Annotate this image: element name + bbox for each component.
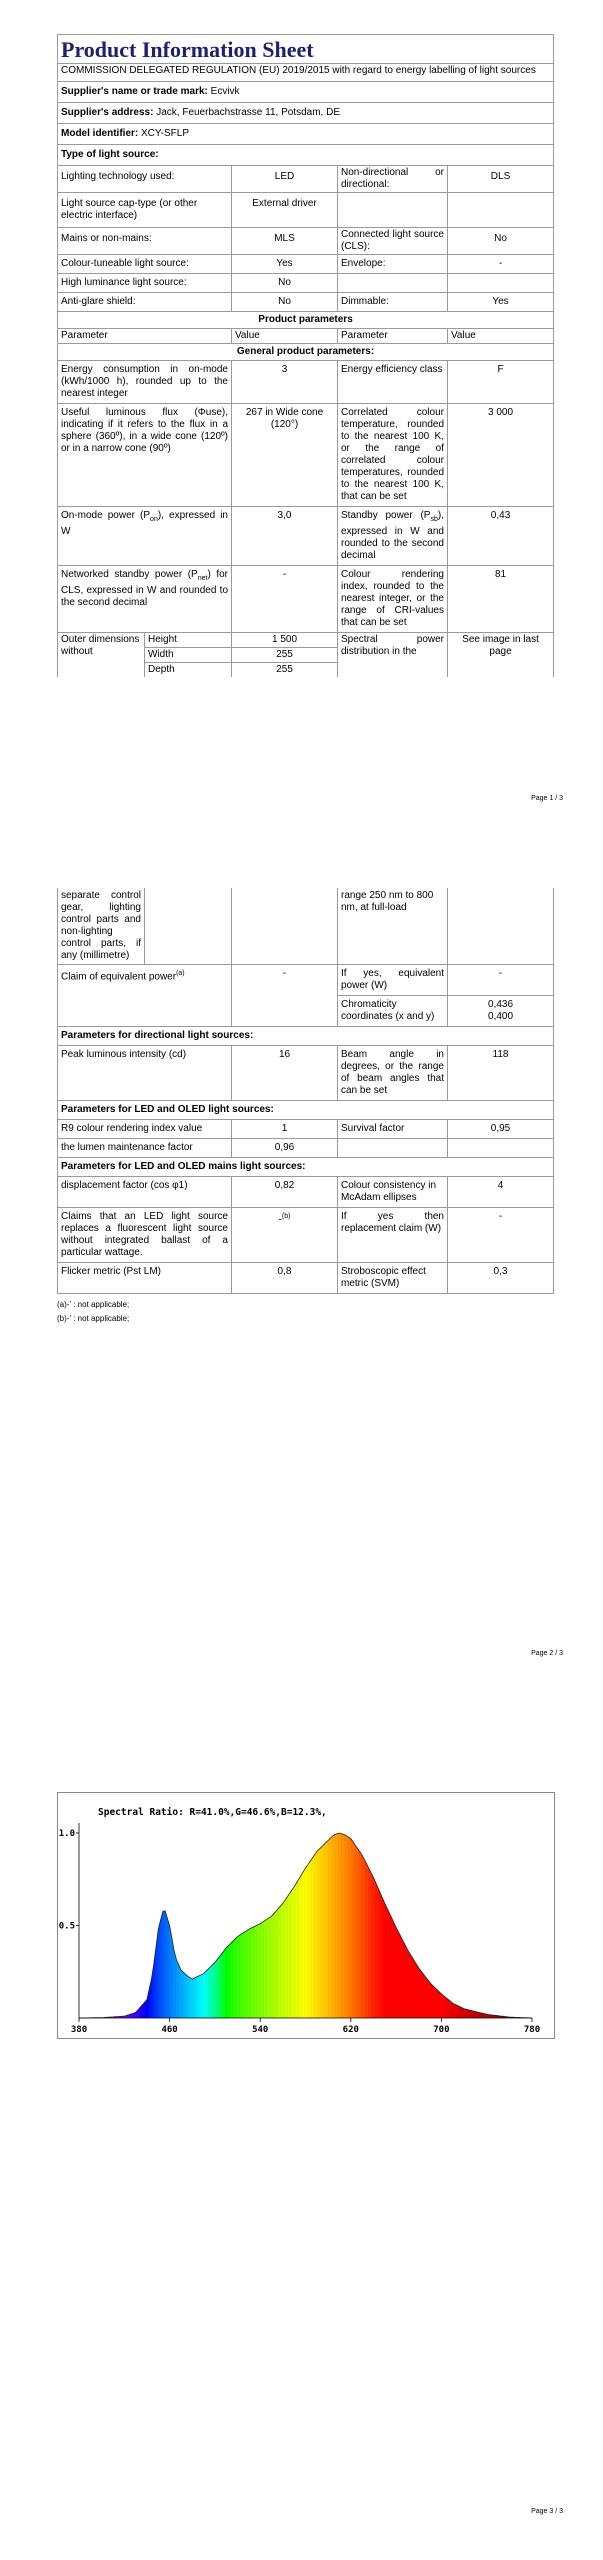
param-label: Useful luminous flux (Φuse), indicating if it refers to the flux in a sphere (360º), in a wide cone (120º) or in a narrow cone (90º) bbox=[58, 404, 232, 507]
replacement-value: - bbox=[448, 1208, 554, 1263]
type-label: Colour-tuneable light source: bbox=[58, 255, 232, 274]
model-value: XCY-SFLP bbox=[141, 128, 189, 139]
survival-label: Survival factor bbox=[338, 1120, 448, 1139]
chart-title: Spectral Ratio: R=41.0%,G=46.6%,B=12.3%, bbox=[98, 1807, 327, 1818]
survival-value: 0,95 bbox=[448, 1120, 554, 1139]
type-label: Light source cap-type (or other electric interface) bbox=[58, 193, 232, 228]
outer-dimensions-label: Outer dimensions without bbox=[58, 633, 145, 678]
param-value: 3,0 bbox=[232, 507, 338, 566]
footnote-a: (a)-' : not applicable; bbox=[57, 1300, 130, 1309]
param-value: 3 bbox=[232, 361, 338, 404]
colour-consistency-value: 4 bbox=[448, 1177, 554, 1208]
type-value: No bbox=[232, 293, 338, 312]
peak-intensity-label: Peak luminous intensity (cd) bbox=[58, 1046, 232, 1101]
chromaticity-label: Chromaticity coordinates (x and y) bbox=[338, 996, 448, 1027]
flicker-row bbox=[58, 1263, 554, 1294]
x-tick-label: 780 bbox=[523, 2025, 541, 2035]
page-number: Page 3 / 3 bbox=[531, 2508, 563, 2515]
param-label: Networked standby power $(P_{net})$ for CLS, expressed in W and rounded to the second decimal bbox=[58, 566, 232, 633]
chromaticity-y: 0,400 bbox=[487, 1011, 514, 1022]
footnote-ref-a: (a) bbox=[176, 970, 185, 977]
width-value: 255 bbox=[232, 648, 338, 663]
product-info-table bbox=[57, 34, 554, 677]
type-row bbox=[58, 228, 554, 255]
type-value-2 bbox=[448, 274, 554, 293]
general-row bbox=[58, 361, 554, 404]
type-label-2: Connected light source (CLS): bbox=[338, 228, 448, 255]
spectrum-area bbox=[79, 1833, 532, 2018]
type-label-2: Envelope: bbox=[338, 255, 448, 274]
beam-angle-label: Beam angle in degrees, or the range of beam angles that can be set bbox=[338, 1046, 448, 1101]
peak-intensity-row bbox=[58, 1046, 554, 1101]
param-value-2: 81 bbox=[448, 566, 554, 633]
equivalent-power-value: - bbox=[448, 965, 554, 996]
type-value: Yes bbox=[232, 255, 338, 274]
r9-label: R9 colour rendering index value bbox=[58, 1120, 232, 1139]
svm-value: 0,3 bbox=[448, 1263, 554, 1294]
type-row bbox=[58, 166, 554, 193]
lumen-maintenance-label: the lumen maintenance factor bbox=[58, 1139, 232, 1158]
equivalent-claim-text: Claim of equivalent power bbox=[61, 971, 177, 983]
address-row bbox=[58, 103, 554, 124]
x-tick-label: 540 bbox=[252, 2025, 269, 2035]
footnote-b: (b)-' : not applicable; bbox=[57, 1314, 130, 1323]
type-label-2: Dimmable: bbox=[338, 293, 448, 312]
product-parameters-heading: Product parameters bbox=[58, 312, 554, 329]
supplier-label: Supplier's name or trade mark: bbox=[61, 86, 208, 97]
depth-value: 255 bbox=[232, 663, 338, 678]
general-row bbox=[58, 566, 554, 633]
mains-heading: Parameters for LED and OLED mains light sources: bbox=[58, 1158, 554, 1177]
type-row bbox=[58, 274, 554, 293]
type-row bbox=[58, 193, 554, 228]
column-header-value: Value bbox=[232, 329, 338, 344]
page-1 bbox=[0, 0, 603, 830]
equivalent-claim-label bbox=[58, 965, 232, 1027]
product-info-table-continued bbox=[57, 888, 554, 1294]
svm-label: Stroboscopic effect metric (SVM) bbox=[338, 1263, 448, 1294]
type-value: No bbox=[232, 274, 338, 293]
type-label-2 bbox=[338, 193, 448, 228]
footnote-ref-b: (b) bbox=[281, 1213, 291, 1220]
type-label: Mains or non-mains: bbox=[58, 228, 232, 255]
address-value: Jack, Feuerbachstrasse 11, Potsdam, DE bbox=[156, 107, 340, 118]
model-label: Model identifier: bbox=[61, 128, 139, 139]
directional-heading: Parameters for directional light sources: bbox=[58, 1027, 554, 1046]
page-2 bbox=[0, 880, 603, 1700]
param-value-2: F bbox=[448, 361, 554, 404]
x-tick-label: 700 bbox=[433, 2025, 450, 2035]
param-label: Energy consumption in on-mode (kWh/1000 h), rounded up to the nearest integer bbox=[58, 361, 232, 404]
spectral-chart-svg bbox=[58, 1793, 554, 2038]
colour-consistency-label: Colour consistency in McAdam ellipses bbox=[338, 1177, 448, 1208]
height-label: Height bbox=[145, 633, 232, 648]
lumen-maintenance-row bbox=[58, 1139, 554, 1158]
chromaticity-x: 0,436 bbox=[487, 999, 514, 1010]
type-row bbox=[58, 293, 554, 312]
type-label: Lighting technology used: bbox=[58, 166, 232, 193]
regulation-text: COMMISSION DELEGATED REGULATION (EU) 2019/2015 with regard to energy labelling of light sources bbox=[58, 64, 554, 82]
type-label: Anti-glare shield: bbox=[58, 293, 232, 312]
param-label-2: Standby power $(P_{sb})$, expressed in W and rounded to the second decimal bbox=[338, 507, 448, 566]
equivalent-power-row bbox=[58, 965, 554, 996]
column-header-parameter-2: Parameter bbox=[338, 329, 448, 344]
param-label-2: Energy efficiency class bbox=[338, 361, 448, 404]
displacement-value: 0,82 bbox=[232, 1177, 338, 1208]
type-value: LED bbox=[232, 166, 338, 193]
y-tick-label: 1.0 bbox=[58, 1829, 75, 1839]
page-number: Page 2 / 3 bbox=[531, 1650, 563, 1657]
x-tick-label: 380 bbox=[70, 2025, 88, 2035]
led-heading: Parameters for LED and OLED light sources: bbox=[58, 1101, 554, 1120]
spd-label-continued: range 250 nm to 800 nm, at full-load bbox=[338, 888, 448, 965]
beam-angle-value: 118 bbox=[448, 1046, 554, 1101]
param-value-2: 3 000 bbox=[448, 404, 554, 507]
general-parameters-heading: General product parameters: bbox=[58, 344, 554, 361]
general-row bbox=[58, 404, 554, 507]
outer-dimensions-label-continued: separate control gear, lighting control parts and non-lighting control parts, if any (millimetre) bbox=[58, 888, 145, 965]
type-value: MLS bbox=[232, 228, 338, 255]
type-value-2 bbox=[448, 193, 554, 228]
param-value-2: 0,43 bbox=[448, 507, 554, 566]
x-tick-label: 620 bbox=[342, 2025, 359, 2035]
claims-label: Claims that an LED light source replaces a fluorescent light source without integrated ballast of a particular wattage. bbox=[58, 1208, 232, 1263]
dimension-continued-row bbox=[58, 888, 554, 965]
depth-label: Depth bbox=[145, 663, 232, 678]
page-3 bbox=[0, 1700, 603, 2560]
flicker-value: 0,8 bbox=[232, 1263, 338, 1294]
general-row bbox=[58, 507, 554, 566]
type-label-2 bbox=[338, 274, 448, 293]
height-value: 1 500 bbox=[232, 633, 338, 648]
page-number: Page 1 / 3 bbox=[531, 795, 563, 802]
equivalent-claim-value: - bbox=[232, 965, 338, 1027]
spd-value: See image in last page bbox=[448, 633, 554, 678]
param-label-2: Correlated colour temperature, rounded to the nearest 100 K, or the range of correlated colour temperatures, rounded to the nearest 100 K, that can be set bbox=[338, 404, 448, 507]
type-value-2: DLS bbox=[448, 166, 554, 193]
column-header-parameter: Parameter bbox=[58, 329, 232, 344]
column-header-value-2: Value bbox=[448, 329, 554, 344]
dimension-row-height bbox=[58, 633, 554, 648]
flicker-label: Flicker metric (Pst LM) bbox=[58, 1263, 232, 1294]
address-label: Supplier's address: bbox=[61, 107, 154, 118]
type-value: External driver bbox=[232, 193, 338, 228]
type-value-2: Yes bbox=[448, 293, 554, 312]
x-tick-label: 460 bbox=[161, 2025, 178, 2035]
r9-row bbox=[58, 1120, 554, 1139]
width-label: Width bbox=[145, 648, 232, 663]
chromaticity-value bbox=[448, 996, 554, 1027]
claims-value-text: - bbox=[278, 1214, 282, 1226]
type-value-2: - bbox=[448, 255, 554, 274]
param-label-2: Colour rendering index, rounded to the nearest integer, or the range of CRI-values that can be set bbox=[338, 566, 448, 633]
lumen-maintenance-value: 0,96 bbox=[232, 1139, 338, 1158]
sheet-title: Product Information Sheet bbox=[58, 35, 554, 64]
model-row bbox=[58, 124, 554, 145]
type-heading: Type of light source: bbox=[58, 145, 554, 166]
spd-label: Spectral power distribution in the bbox=[338, 633, 448, 678]
param-label: On-mode power $(P_{on})$, expressed in W bbox=[58, 507, 232, 566]
supplier-value: Ecvivk bbox=[210, 86, 240, 97]
displacement-row bbox=[58, 1177, 554, 1208]
claims-row bbox=[58, 1208, 554, 1263]
supplier-row bbox=[58, 82, 554, 103]
spectral-chart bbox=[57, 1792, 555, 2039]
param-value: - bbox=[232, 566, 338, 633]
type-row bbox=[58, 255, 554, 274]
replacement-label: If yes then replacement claim (W) bbox=[338, 1208, 448, 1263]
r9-value: 1 bbox=[232, 1120, 338, 1139]
type-label-2: Non-directional or directional: bbox=[338, 166, 448, 193]
claims-value bbox=[232, 1208, 338, 1263]
type-label: High luminance light source: bbox=[58, 274, 232, 293]
type-value-2: No bbox=[448, 228, 554, 255]
column-header-row bbox=[58, 329, 554, 344]
displacement-label: displacement factor (cos φ1) bbox=[58, 1177, 232, 1208]
param-value: 267 in Wide cone (120°) bbox=[232, 404, 338, 507]
y-tick-label: 0.5 bbox=[58, 1921, 75, 1932]
equivalent-power-label: If yes, equivalent power (W) bbox=[338, 965, 448, 996]
peak-intensity-value: 16 bbox=[232, 1046, 338, 1101]
